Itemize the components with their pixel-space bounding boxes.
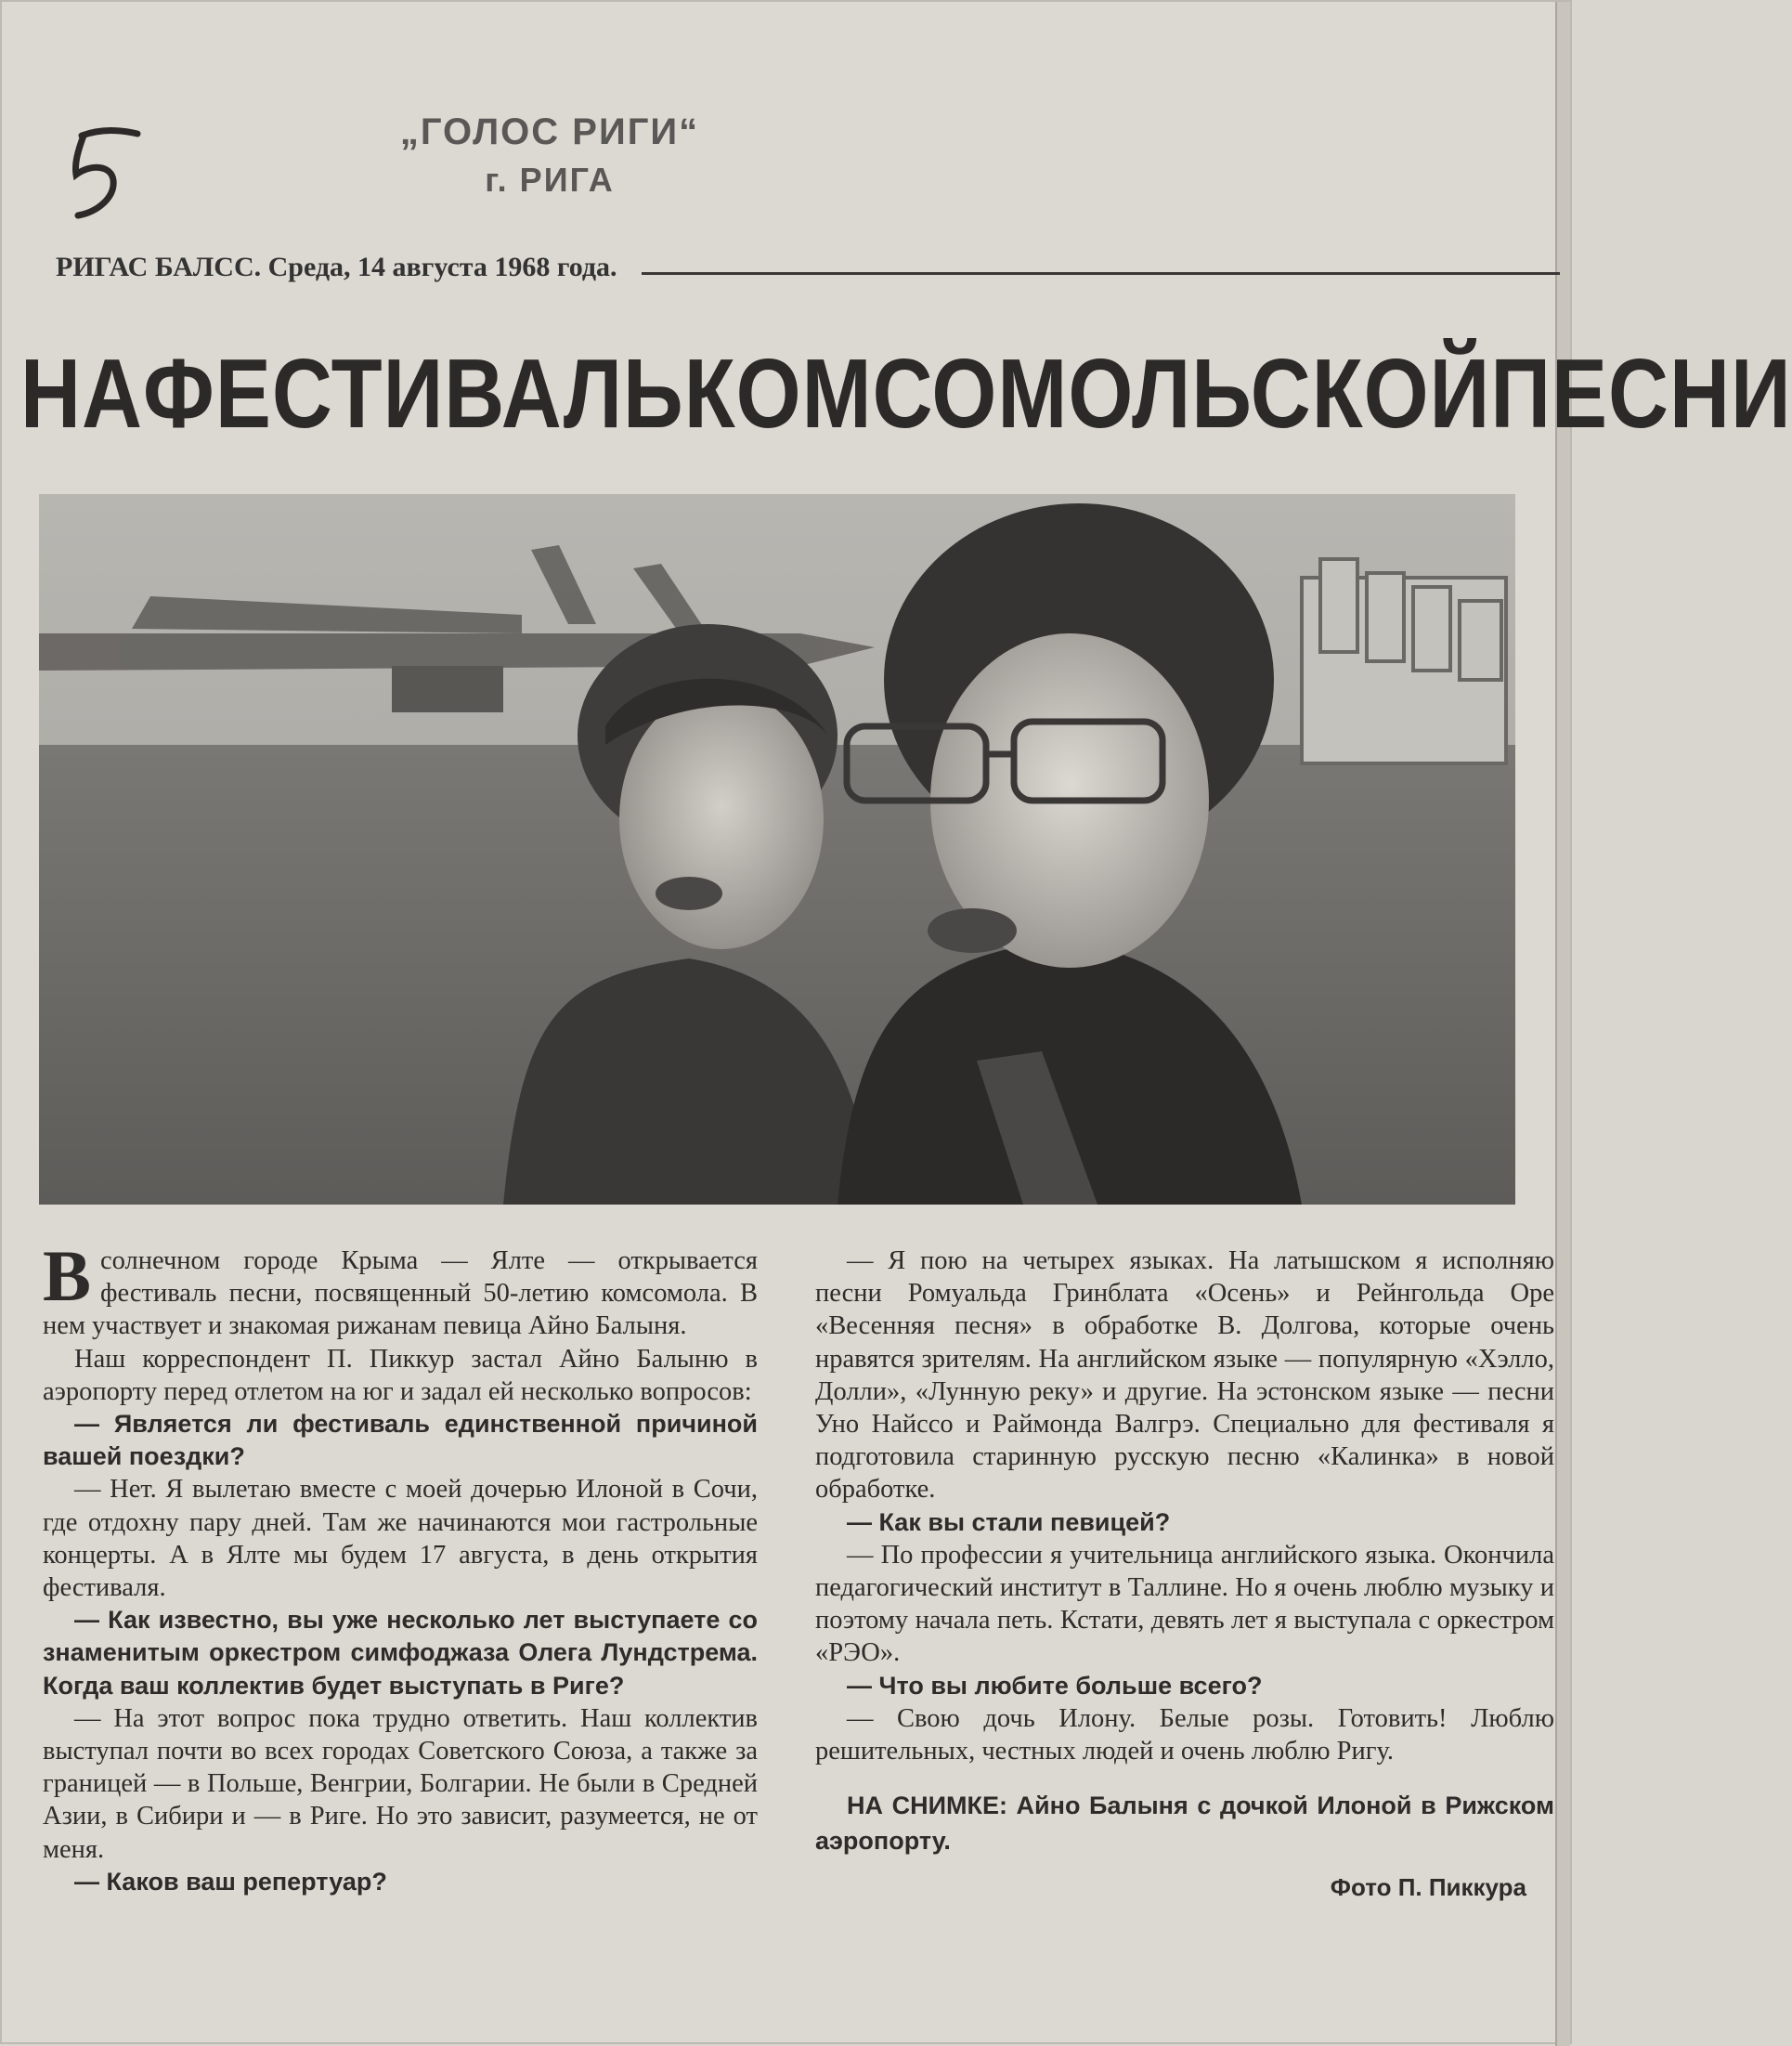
stamp-city: г. РИГА xyxy=(485,161,615,199)
publication-stamp xyxy=(308,111,791,200)
dateline-text: РИГАС БАЛСС. Среда, 14 августа 1968 года. xyxy=(56,252,617,282)
headline-word: ПЕСНИ xyxy=(1490,339,1792,450)
interview-question: — Как известно, вы уже несколько лет выступаете со знаменитым оркестром симфоджаза Олега Лундстрема. Когда ваш коллектив будет выступать в Риге? xyxy=(43,1606,758,1700)
paragraph-text: солнечном городе Крыма — Ялте — открывается фестиваль песни, посвященный 50-летию комсомола. В нем участвует и знакомая рижанам певица Айно Балыня. xyxy=(43,1246,758,1341)
interview-question: — Является ли фестиваль единственной причиной вашей поездки? xyxy=(43,1410,758,1471)
interview-answer: — На этот вопрос пока трудно ответить. Наш коллектив выступал почти во всех городах Советского Союза, а также за границей — в Польше, Венгрии, Болгарии. Не были в Средней Азии, в Сибири и — в Риге. Но это зависит, разумеется, не от меня. xyxy=(43,1703,758,1864)
photo xyxy=(39,494,1515,1205)
article-paragraph: Наш корреспондент П. Пиккур застал Айно Балыню в аэропорту перед отлетом на юг и задал ей несколько вопросов: xyxy=(43,1344,758,1406)
photo-illustration xyxy=(39,494,1515,1205)
stamp-title: „ГОЛОС РИГИ“ xyxy=(399,111,700,152)
interview-answer: — Свою дочь Илону. Белые розы. Готовить! Люблю решительных, честных людей и очень люблю Ригу. xyxy=(815,1703,1554,1766)
headline-word: ФЕСТИВАЛЬ xyxy=(143,339,684,450)
terminal-building xyxy=(1302,559,1506,763)
clipping-edge xyxy=(1555,2,1570,2046)
photo-credit: Фото П. Пиккура xyxy=(1330,1873,1526,1902)
interview-question: — Что вы любите больше всего? xyxy=(847,1671,1263,1700)
handwritten-number-mark xyxy=(56,123,158,225)
interview-question: — Каков ваш репертуар? xyxy=(74,1867,387,1896)
dateline xyxy=(56,245,1560,290)
interview-question: — Как вы стали певицей? xyxy=(847,1507,1171,1536)
interview-answer: — Нет. Я вылетаю вместе с моей дочерью Илоной в Сочи, где отдохну пару дней. Там же начинаются мои гастрольные концерты. А в Ялте мы будем 17 августа, в день открытия фестиваля. xyxy=(43,1475,758,1603)
headline xyxy=(20,329,1792,461)
headline-word: КОМСОМОЛЬСКОЙ xyxy=(683,339,1491,450)
drop-cap: В xyxy=(43,1235,92,1316)
dateline-rule xyxy=(642,272,1560,275)
article-paragraph xyxy=(43,1235,758,1343)
interview-answer: — По профессии я учительница английского языка. Окончила педагогический институт в Таллине. Но я очень люблю музыку и поэтому начала петь. Кстати, девять лет я выступала с оркестром «РЭО». xyxy=(815,1540,1554,1668)
article-column-left xyxy=(43,1235,758,1898)
photo-caption: НА СНИМКЕ: Айно Балыня с дочкой Илоной в Рижском аэропорту. xyxy=(815,1792,1554,1856)
article-column-right xyxy=(815,1245,1554,1904)
interview-answer: — Я пою на четырех языках. На латышском я исполняю песни Ромуальда Гринблата «Осень» и Рейнгольда Оре «Весенняя песня» в обработке В. Долгова, которые очень нравятся зрителям. На английском языке — популярную «Хэлло, Долли», «Лунную реку» и другие. На эстонском языке — песни Уно Найссо и Раймонда Валгрэ. Специально для фестиваля я подготовила старинную русскую песню «Калинка» в новой обработке. xyxy=(815,1246,1554,1505)
headline-word: НА xyxy=(20,339,143,450)
